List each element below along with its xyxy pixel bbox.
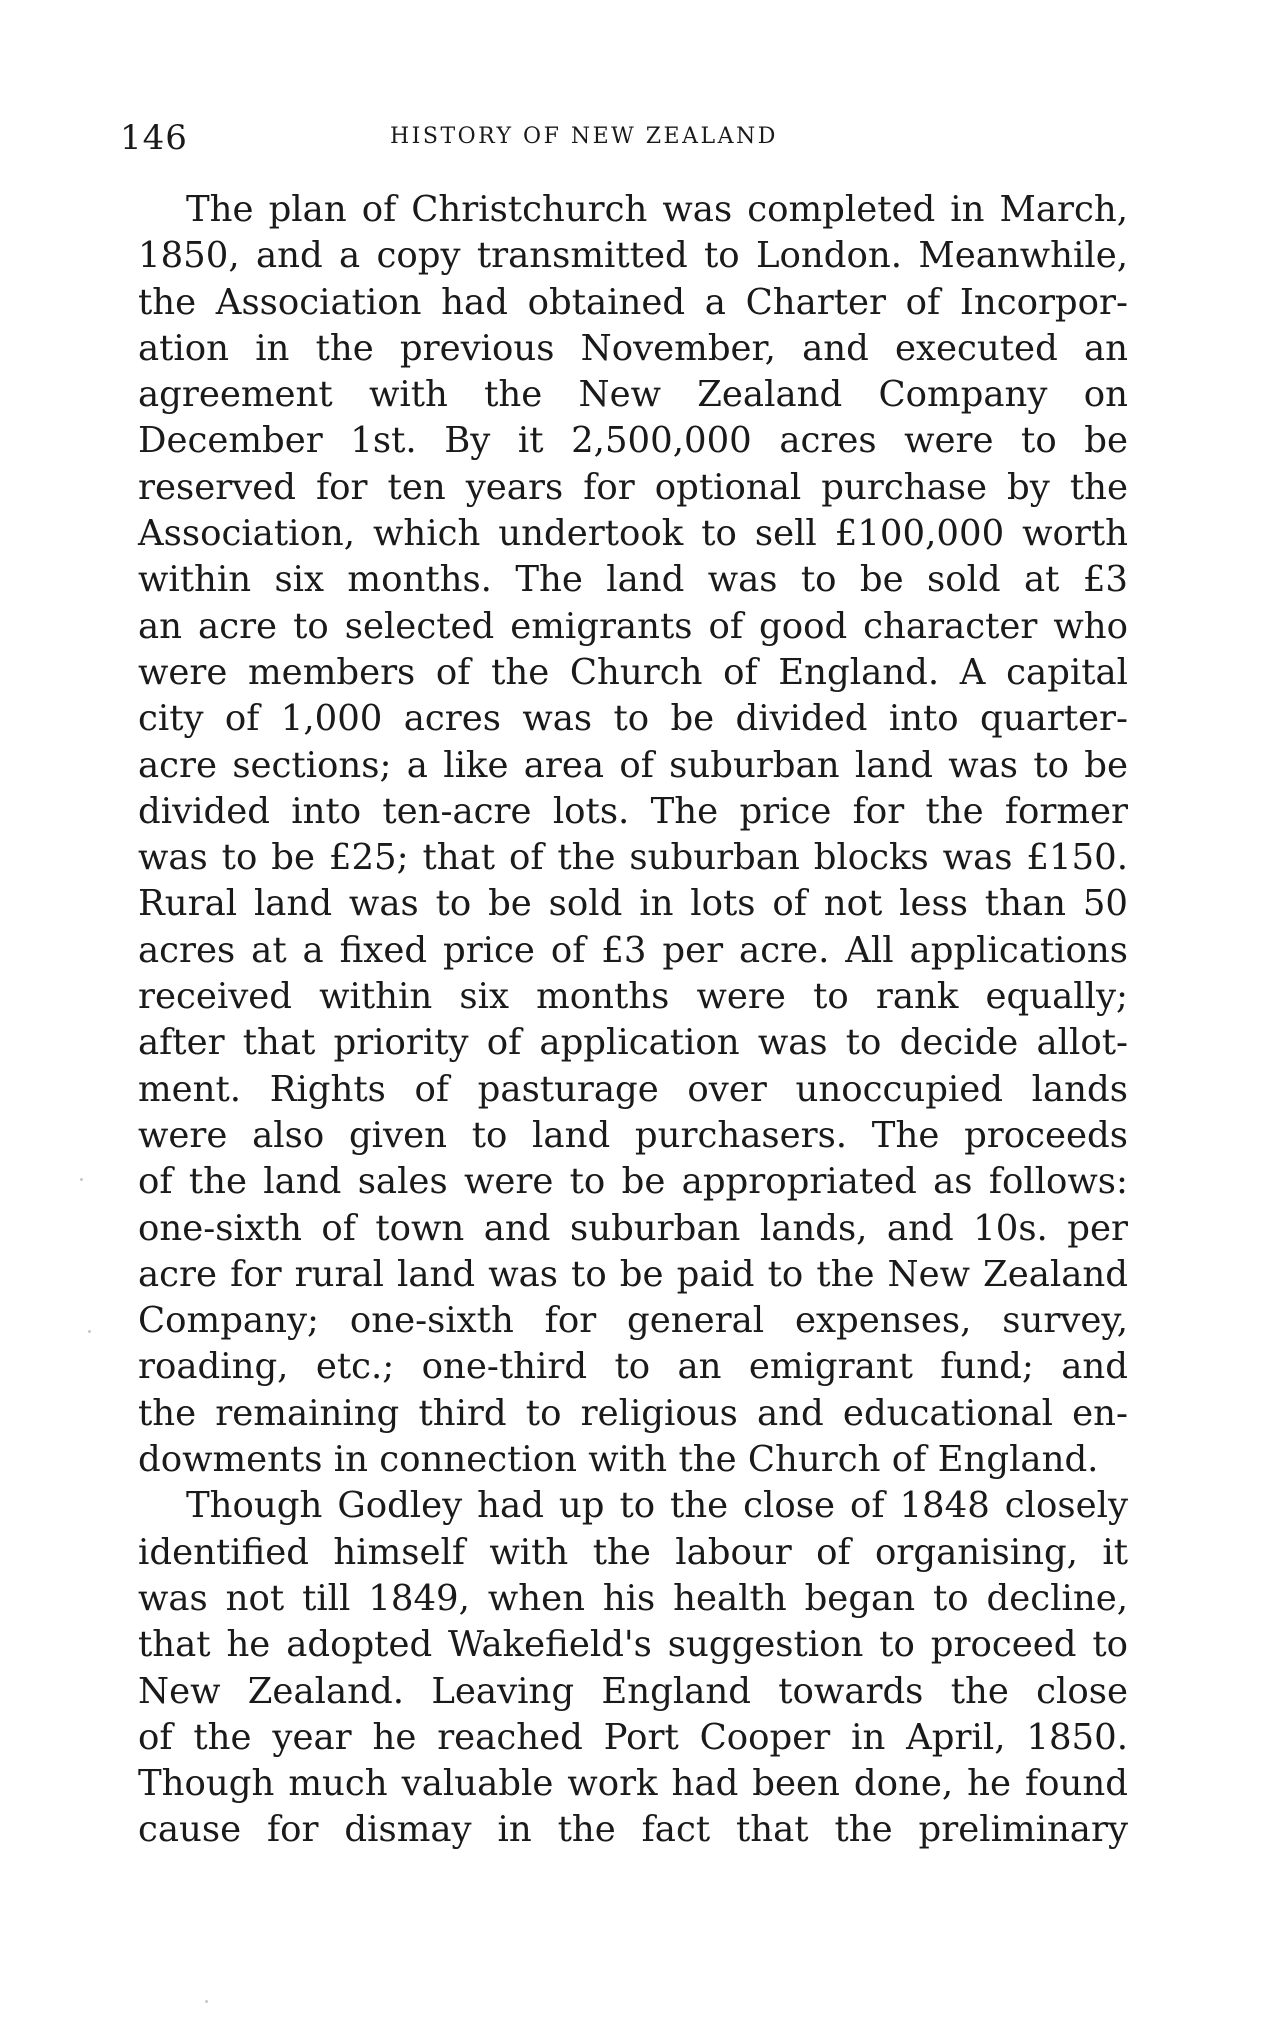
text-line: acre for rural land was to be paid to the New Zealand xyxy=(138,1253,1128,1295)
text-line: ation in the previous November, and executed an xyxy=(138,327,1128,369)
text-line: after that priority of application was to decide allot- xyxy=(138,1022,1128,1064)
text-line: city of 1,000 acres was to be divided into quarter- xyxy=(138,698,1128,740)
text-line: acres at a fixed price of £3 per acre. All applications xyxy=(138,929,1128,971)
page-number: 146 xyxy=(120,118,188,158)
scan-speck xyxy=(80,1178,83,1181)
text-line: December 1st. By it 2,500,000 acres were to be xyxy=(138,420,1128,462)
text-line: within six months. The land was to be sold at £3 xyxy=(138,559,1128,601)
text-line: one-sixth of town and suburban lands, and 10s. per xyxy=(138,1207,1128,1249)
text-line: the Association had obtained a Charter of Incorpor- xyxy=(138,281,1128,323)
text-line: identified himself with the labour of organising, it xyxy=(138,1531,1128,1573)
text-line: Though Godley had up to the close of 1848 closely xyxy=(186,1485,1128,1527)
text-line: acre sections; a like area of suburban land was to be xyxy=(138,744,1128,786)
text-line: received within six months were to rank equally; xyxy=(138,976,1128,1018)
text-line: were also given to land purchasers. The proceeds xyxy=(138,1114,1128,1156)
text-line: Company; one-sixth for general expenses, survey, xyxy=(138,1300,1128,1342)
text-line: Though much valuable work had been done, he found xyxy=(138,1763,1128,1805)
text-line: of the land sales were to be appropriated as follows: xyxy=(138,1161,1128,1203)
text-line: was not till 1849, when his health began to decline, xyxy=(138,1577,1128,1619)
text-line: the remaining third to religious and educational en- xyxy=(138,1392,1128,1434)
text-line: New Zealand. Leaving England towards the close xyxy=(138,1670,1128,1712)
text-line: of the year he reached Port Cooper in April, 1850. xyxy=(138,1716,1128,1758)
text-line: reserved for ten years for optional purchase by the xyxy=(138,466,1128,508)
paragraph-1 xyxy=(138,187,1128,1483)
text-line: was to be £25; that of the suburban blocks was £150. xyxy=(138,837,1128,879)
text-line: an acre to selected emigrants of good character who xyxy=(138,605,1128,647)
text-line: were members of the Church of England. A capital xyxy=(138,651,1128,693)
scan-speck xyxy=(205,2000,208,2003)
text-line: roading, etc.; one-third to an emigrant fund; and xyxy=(138,1346,1128,1388)
text-line: 1850, and a copy transmitted to London. Meanwhile, xyxy=(138,235,1128,277)
text-line: that he adopted Wakefield's suggestion to proceed to xyxy=(138,1624,1128,1666)
text-line: ment. Rights of pasturage over unoccupied lands xyxy=(138,1068,1128,1110)
text-line: Association, which undertook to sell £100,000 worth xyxy=(138,513,1128,555)
text-line: The plan of Christchurch was completed in March, xyxy=(186,189,1128,230)
body-text xyxy=(138,187,1128,1854)
text-line: dowments in connection with the Church of England. xyxy=(138,1439,1099,1481)
text-line: divided into ten-acre lots. The price for the former xyxy=(138,790,1128,832)
text-line: Rural land was to be sold in lots of not less than 50 xyxy=(138,883,1128,925)
scan-speck xyxy=(88,1330,91,1333)
text-line: cause for dismay in the fact that the preliminary xyxy=(138,1809,1128,1851)
paragraph-2 xyxy=(138,1483,1128,1853)
text-line: agreement with the New Zealand Company on xyxy=(138,374,1128,416)
running-title: HISTORY OF NEW ZEALAND xyxy=(390,124,778,149)
